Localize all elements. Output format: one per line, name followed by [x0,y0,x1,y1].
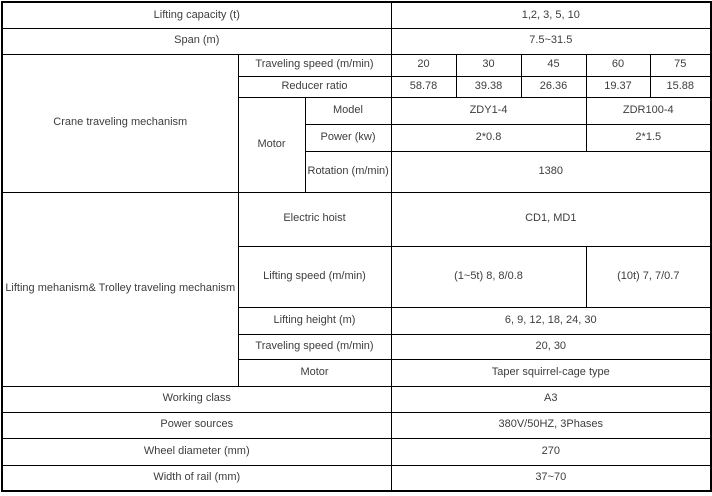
cell-trolley-traveling-speed-label: Traveling speed (m/min) [238,334,391,359]
cell-trolley-motor-label: Motor [238,359,391,386]
cell-lifting-speed-value-1: (1~5t) 8, 8/0.8 [391,246,586,307]
cell-working-class-value: A3 [391,386,711,412]
cell-motor-label: Motor [238,97,305,192]
cell-crane-speed-45: 45 [521,54,586,76]
cell-lifting-mechanism-label: Lifting mehanism& Trolley traveling mechanism [2,192,238,386]
cell-crane-speed-60: 60 [586,54,650,76]
cell-reducer-ratio-3: 26.36 [521,76,586,97]
cell-motor-model-value-1: ZDY1-4 [391,97,586,124]
table-row [2,192,711,246]
table-row [2,412,711,438]
crane-spec-table [1,1,712,492]
table-row [2,438,711,465]
table-row [2,28,711,54]
cell-electric-hoist-label: Electric hoist [238,192,391,246]
cell-lifting-speed-value-2: (10t) 7, 7/0.7 [586,246,711,307]
cell-crane-speed-75: 75 [650,54,711,76]
table-row [2,54,711,76]
cell-motor-power-value-2: 2*1.5 [586,124,711,151]
cell-electric-hoist-value: CD1, MD1 [391,192,711,246]
cell-wheel-diameter-label: Wheel diameter (mm) [2,438,391,465]
cell-lifting-height-label: Lifting height (m) [238,307,391,334]
cell-width-of-rail-label: Width of rail (mm) [2,465,391,491]
cell-reducer-ratio-1: 58.78 [391,76,456,97]
cell-crane-traveling-mechanism-label: Crane traveling mechanism [2,54,238,192]
cell-motor-power-label: Power (kw) [305,124,391,151]
cell-crane-speed-20: 20 [391,54,456,76]
table-row [2,465,711,491]
cell-power-sources-value: 380V/50HZ, 3Phases [391,412,711,438]
cell-trolley-motor-value: Taper squirrel-cage type [391,359,711,386]
cell-span-label: Span (m) [2,28,391,54]
cell-width-of-rail-value: 37~70 [391,465,711,491]
cell-motor-model-label: Model [305,97,391,124]
cell-lifting-height-value: 6, 9, 12, 18, 24, 30 [391,307,711,334]
cell-working-class-label: Working class [2,386,391,412]
table-row [2,386,711,412]
cell-trolley-traveling-speed-value: 20, 30 [391,334,711,359]
cell-power-sources-label: Power sources [2,412,391,438]
cell-lifting-speed-label: Lifting speed (m/min) [238,246,391,307]
cell-reducer-ratio-label: Reducer ratio [238,76,391,97]
cell-crane-speed-30: 30 [456,54,521,76]
cell-crane-traveling-speed-label: Traveling speed (m/min) [238,54,391,76]
cell-lifting-capacity-value: 1,2, 3, 5, 10 [391,2,711,28]
cell-reducer-ratio-5: 15.88 [650,76,711,97]
table-row [2,2,711,28]
cell-reducer-ratio-2: 39.38 [456,76,521,97]
cell-motor-rotation-value: 1380 [391,151,711,192]
cell-motor-model-value-2: ZDR100-4 [586,97,711,124]
cell-reducer-ratio-4: 19.37 [586,76,650,97]
cell-motor-rotation-label: Rotation (m/min) [305,151,391,192]
cell-motor-power-value-1: 2*0.8 [391,124,586,151]
cell-span-value: 7.5~31.5 [391,28,711,54]
cell-wheel-diameter-value: 270 [391,438,711,465]
cell-lifting-capacity-label: Lifting capacity (t) [2,2,391,28]
